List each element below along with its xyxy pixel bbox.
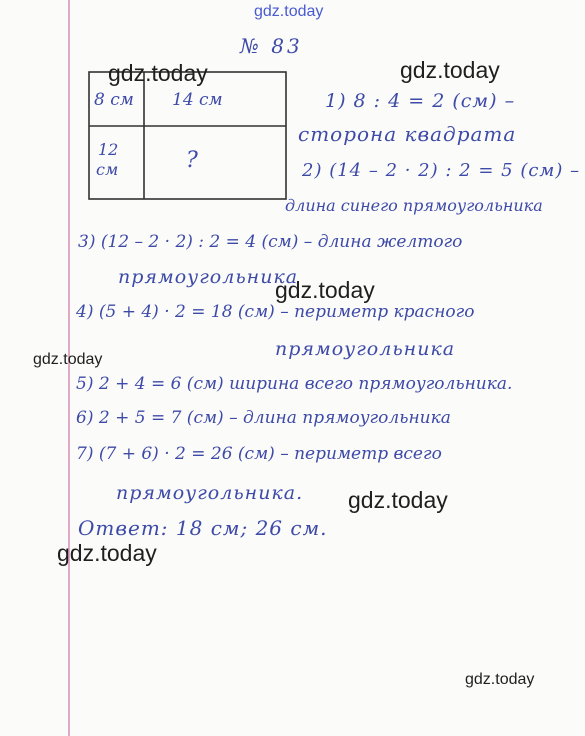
watermark: gdz.today	[348, 487, 448, 513]
solution-line-10: 6) 2 + 5 = 7 (см) – длина прямоугольника	[76, 408, 451, 428]
table-cell-width: 8 см	[94, 90, 134, 110]
solution-line-2: сторона квадрата	[298, 122, 517, 146]
solution-line-11: 7) (7 + 6) · 2 = 26 (см) – периметр всего	[76, 444, 442, 464]
watermark: gdz.today	[465, 671, 535, 688]
answer-line: Ответ: 18 см; 26 см.	[78, 516, 328, 540]
solution-line-1: 1) 8 : 4 = 2 (см) –	[325, 90, 516, 112]
watermark: gdz.today	[275, 277, 375, 303]
solution-line-9: 5) 2 + 4 = 6 (см) ширина всего прямоугольника.	[76, 374, 513, 394]
table-cell-height-value: 12	[98, 140, 119, 159]
watermark: gdz.today	[400, 57, 500, 83]
table-cell-height-unit: см	[96, 160, 119, 179]
table-cell-length: 14 см	[172, 90, 223, 110]
watermark-top: gdz.today	[254, 3, 324, 20]
watermark: gdz.today	[57, 540, 157, 566]
solution-line-8: прямоугольника	[275, 338, 456, 360]
problem-number: № 83	[240, 34, 303, 58]
table-cell-unknown: ?	[186, 148, 198, 173]
watermark: gdz.today	[33, 351, 103, 368]
solution-line-6: прямоугольника	[118, 266, 299, 288]
solution-line-4: длина синего прямоугольника	[285, 196, 543, 215]
solution-line-7: 4) (5 + 4) · 2 = 18 (см) – периметр красного	[76, 302, 475, 322]
solution-line-3: 2) (14 – 2 · 2) : 2 = 5 (см) –	[302, 160, 581, 181]
solution-line-12: прямоугольника.	[116, 482, 304, 504]
watermark: gdz.today	[108, 60, 208, 86]
solution-line-5: 3) (12 – 2 · 2) : 2 = 4 (см) – длина желтого	[78, 232, 463, 252]
